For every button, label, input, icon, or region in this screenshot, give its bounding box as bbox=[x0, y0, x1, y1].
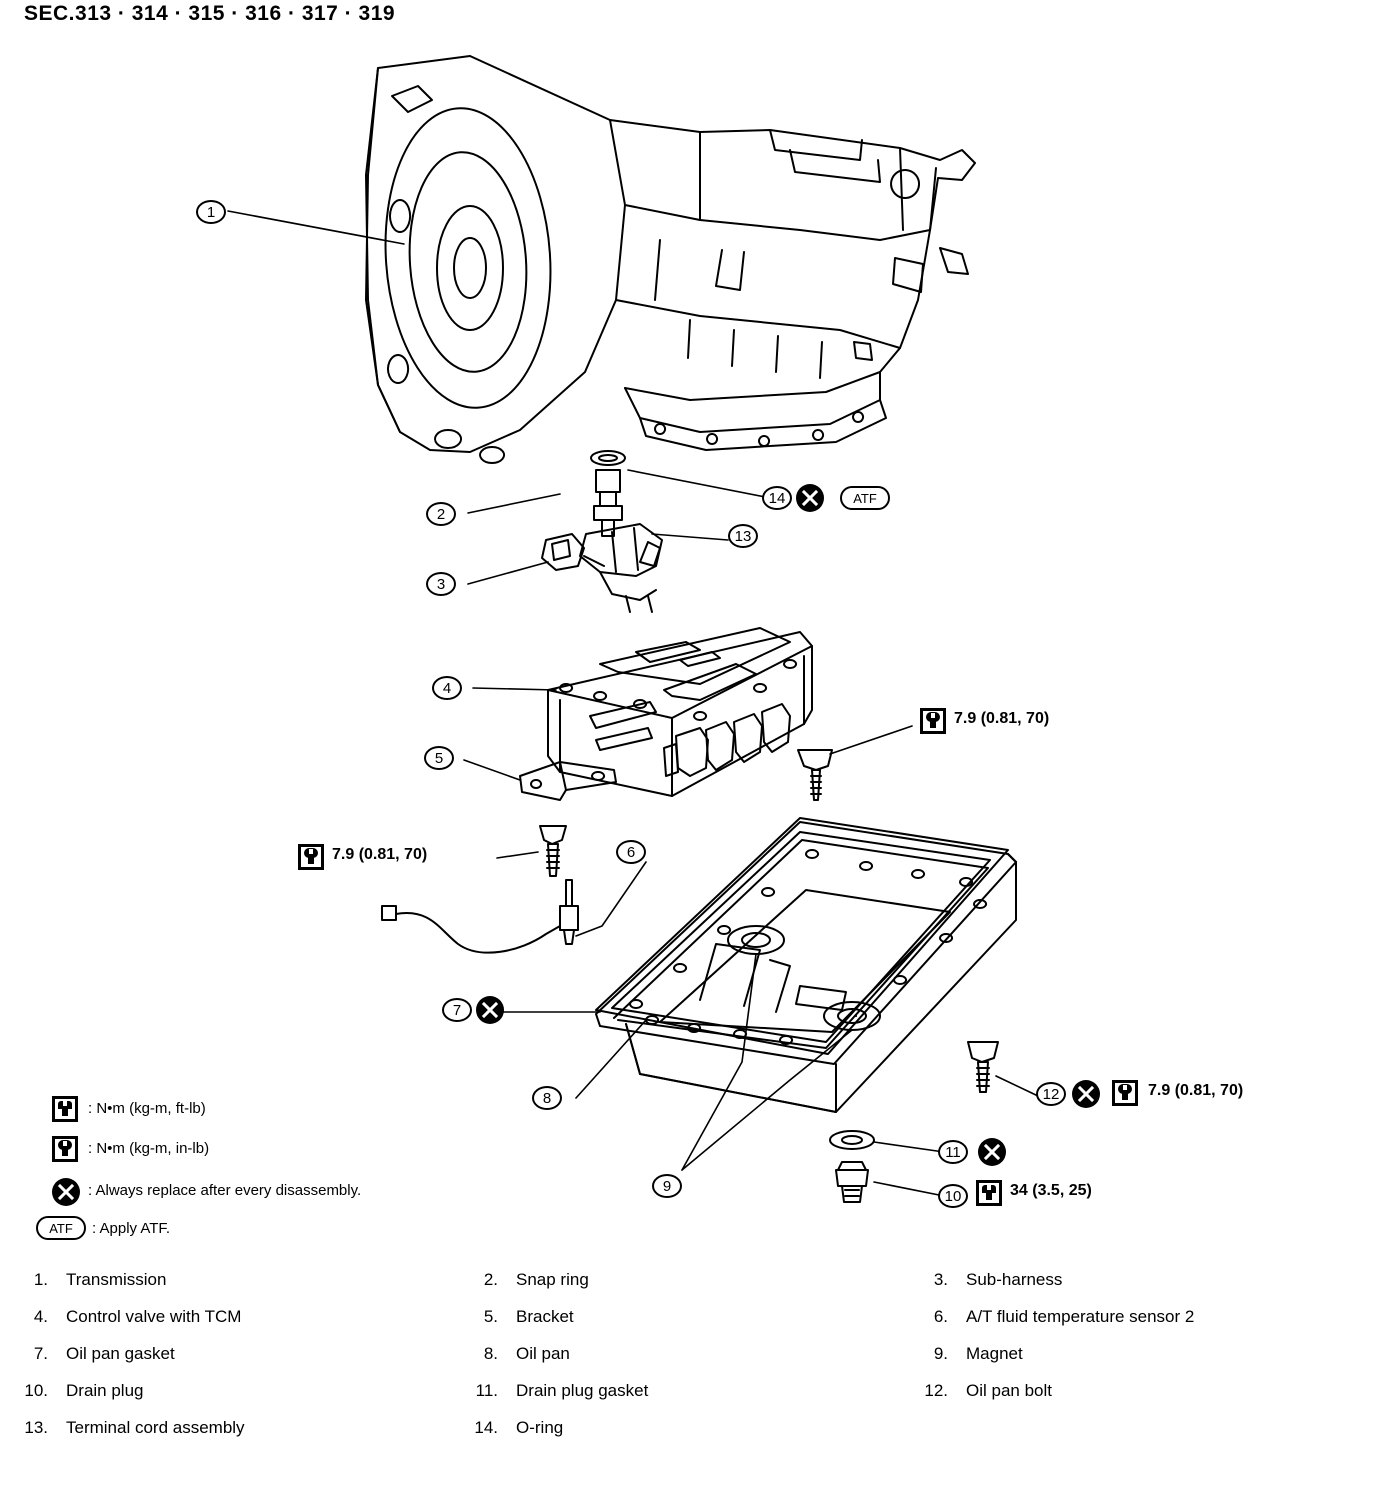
part-item bbox=[914, 1381, 1364, 1401]
legend-icon-replace bbox=[52, 1178, 80, 1206]
part-item bbox=[464, 1381, 914, 1401]
callout-4[interactable]: 4 bbox=[432, 676, 462, 700]
torque-icon-inlb-valve-body bbox=[920, 708, 946, 734]
part-item bbox=[914, 1344, 1364, 1364]
part-label: Transmission bbox=[66, 1270, 167, 1289]
torque-icon-ftlb-drain-plug bbox=[976, 1180, 1002, 1206]
part-item bbox=[464, 1270, 914, 1290]
parts-row bbox=[14, 1270, 1364, 1290]
part-number: 14. bbox=[474, 1418, 498, 1437]
callout-1[interactable]: 1 bbox=[196, 200, 226, 224]
part-label: Sub-harness bbox=[966, 1270, 1063, 1289]
callout-5[interactable]: 5 bbox=[424, 746, 454, 770]
bolt-bracket bbox=[540, 826, 566, 876]
torque-icon-inlb-oil-pan bbox=[1112, 1080, 1138, 1106]
torque-icon-inlb-bracket bbox=[298, 844, 324, 870]
part-item bbox=[464, 1307, 914, 1327]
legend-text-inlb: : N•m (kg-m, in-lb) bbox=[88, 1140, 210, 1157]
part-label: Terminal cord assembly bbox=[66, 1418, 245, 1437]
part-number: 13. bbox=[24, 1418, 48, 1437]
part-number: 10. bbox=[24, 1381, 48, 1400]
parts-row bbox=[14, 1418, 1364, 1438]
atf-badge: ATF bbox=[840, 486, 890, 510]
part-item-empty bbox=[914, 1418, 1364, 1438]
parts-row bbox=[14, 1307, 1364, 1327]
leader-lines bbox=[228, 211, 1038, 1196]
part-label: Control valve with TCM bbox=[66, 1307, 242, 1326]
bracket-part bbox=[520, 762, 616, 800]
part-item bbox=[14, 1344, 464, 1364]
part-number: 6. bbox=[933, 1307, 948, 1326]
callout-6[interactable]: 6 bbox=[616, 840, 646, 864]
part-number: 11. bbox=[475, 1381, 498, 1400]
part-item bbox=[464, 1344, 914, 1364]
legend-text-ftlb: : N•m (kg-m, ft-lb) bbox=[88, 1100, 206, 1117]
part-label: Magnet bbox=[966, 1344, 1023, 1363]
callout-3[interactable]: 3 bbox=[426, 572, 456, 596]
legend-text-atf: : Apply ATF. bbox=[92, 1220, 171, 1237]
part-label: Oil pan gasket bbox=[66, 1344, 175, 1363]
callout-7[interactable]: 7 bbox=[442, 998, 472, 1022]
drain-plug-gasket bbox=[830, 1131, 874, 1149]
part-item bbox=[914, 1307, 1364, 1327]
part-item bbox=[14, 1418, 464, 1438]
parts-list bbox=[14, 1270, 1364, 1455]
callout-13[interactable]: 13 bbox=[728, 524, 758, 548]
torque-value-oil-pan: 7.9 (0.81, 70) bbox=[1148, 1082, 1244, 1099]
control-valve-assembly bbox=[548, 628, 812, 796]
part-number: 2. bbox=[483, 1270, 498, 1289]
parts-row bbox=[14, 1381, 1364, 1401]
replace-icon-oring bbox=[796, 484, 824, 512]
callout-9[interactable]: 9 bbox=[652, 1174, 682, 1198]
replace-icon-drain-gasket bbox=[978, 1138, 1006, 1166]
torque-value-valve-body: 7.9 (0.81, 70) bbox=[954, 710, 1050, 727]
drain-plug bbox=[836, 1162, 868, 1202]
fluid-temp-sensor bbox=[382, 880, 578, 953]
callout-14[interactable]: 14 bbox=[762, 486, 792, 510]
transmission-case bbox=[366, 56, 975, 463]
replace-icon-gasket bbox=[476, 996, 504, 1024]
bolt-valve-body-right bbox=[798, 750, 832, 800]
part-number: 7. bbox=[33, 1344, 48, 1363]
callout-11[interactable]: 11 bbox=[938, 1140, 968, 1164]
oil-pan bbox=[596, 822, 1016, 1112]
callout-2[interactable]: 2 bbox=[426, 502, 456, 526]
part-label: O-ring bbox=[516, 1418, 564, 1437]
part-number: 12. bbox=[924, 1381, 948, 1400]
torque-value-drain-plug: 34 (3.5, 25) bbox=[1010, 1182, 1092, 1199]
parts-row bbox=[14, 1344, 1364, 1364]
part-number: 3. bbox=[933, 1270, 948, 1289]
part-number: 1. bbox=[33, 1270, 48, 1289]
part-number: 4. bbox=[33, 1307, 48, 1326]
part-item bbox=[914, 1270, 1364, 1290]
callout-12[interactable]: 12 bbox=[1036, 1082, 1066, 1106]
torque-value-bracket: 7.9 (0.81, 70) bbox=[332, 846, 428, 863]
part-label: Drain plug bbox=[66, 1381, 144, 1400]
part-label: A/T fluid temperature sensor 2 bbox=[966, 1307, 1195, 1326]
sensor-assembly bbox=[542, 451, 662, 612]
part-number: 9. bbox=[933, 1344, 948, 1363]
part-label: Snap ring bbox=[516, 1270, 589, 1289]
page-title: SEC.313 · 314 · 315 · 316 · 317 · 319 bbox=[24, 2, 396, 25]
bolt-oil-pan-right bbox=[968, 1042, 998, 1092]
callout-10[interactable]: 10 bbox=[938, 1184, 968, 1208]
part-label: Oil pan bolt bbox=[966, 1381, 1052, 1400]
replace-icon-pan-bolt bbox=[1072, 1080, 1100, 1108]
part-number: 8. bbox=[483, 1344, 498, 1363]
legend-icon-ftlb bbox=[52, 1096, 78, 1122]
legend-icon-atf: ATF bbox=[36, 1216, 86, 1240]
oil-pan-gasket bbox=[596, 818, 1008, 1054]
part-label: Drain plug gasket bbox=[516, 1381, 649, 1400]
part-item bbox=[464, 1418, 914, 1438]
part-item bbox=[14, 1381, 464, 1401]
legend-icon-inlb bbox=[52, 1136, 78, 1162]
part-item bbox=[14, 1307, 464, 1327]
part-number: 5. bbox=[483, 1307, 498, 1326]
callout-8[interactable]: 8 bbox=[532, 1086, 562, 1110]
part-item bbox=[14, 1270, 464, 1290]
part-label: Oil pan bbox=[516, 1344, 570, 1363]
legend-text-replace: : Always replace after every disassembly. bbox=[88, 1182, 362, 1199]
part-label: Bracket bbox=[516, 1307, 574, 1326]
